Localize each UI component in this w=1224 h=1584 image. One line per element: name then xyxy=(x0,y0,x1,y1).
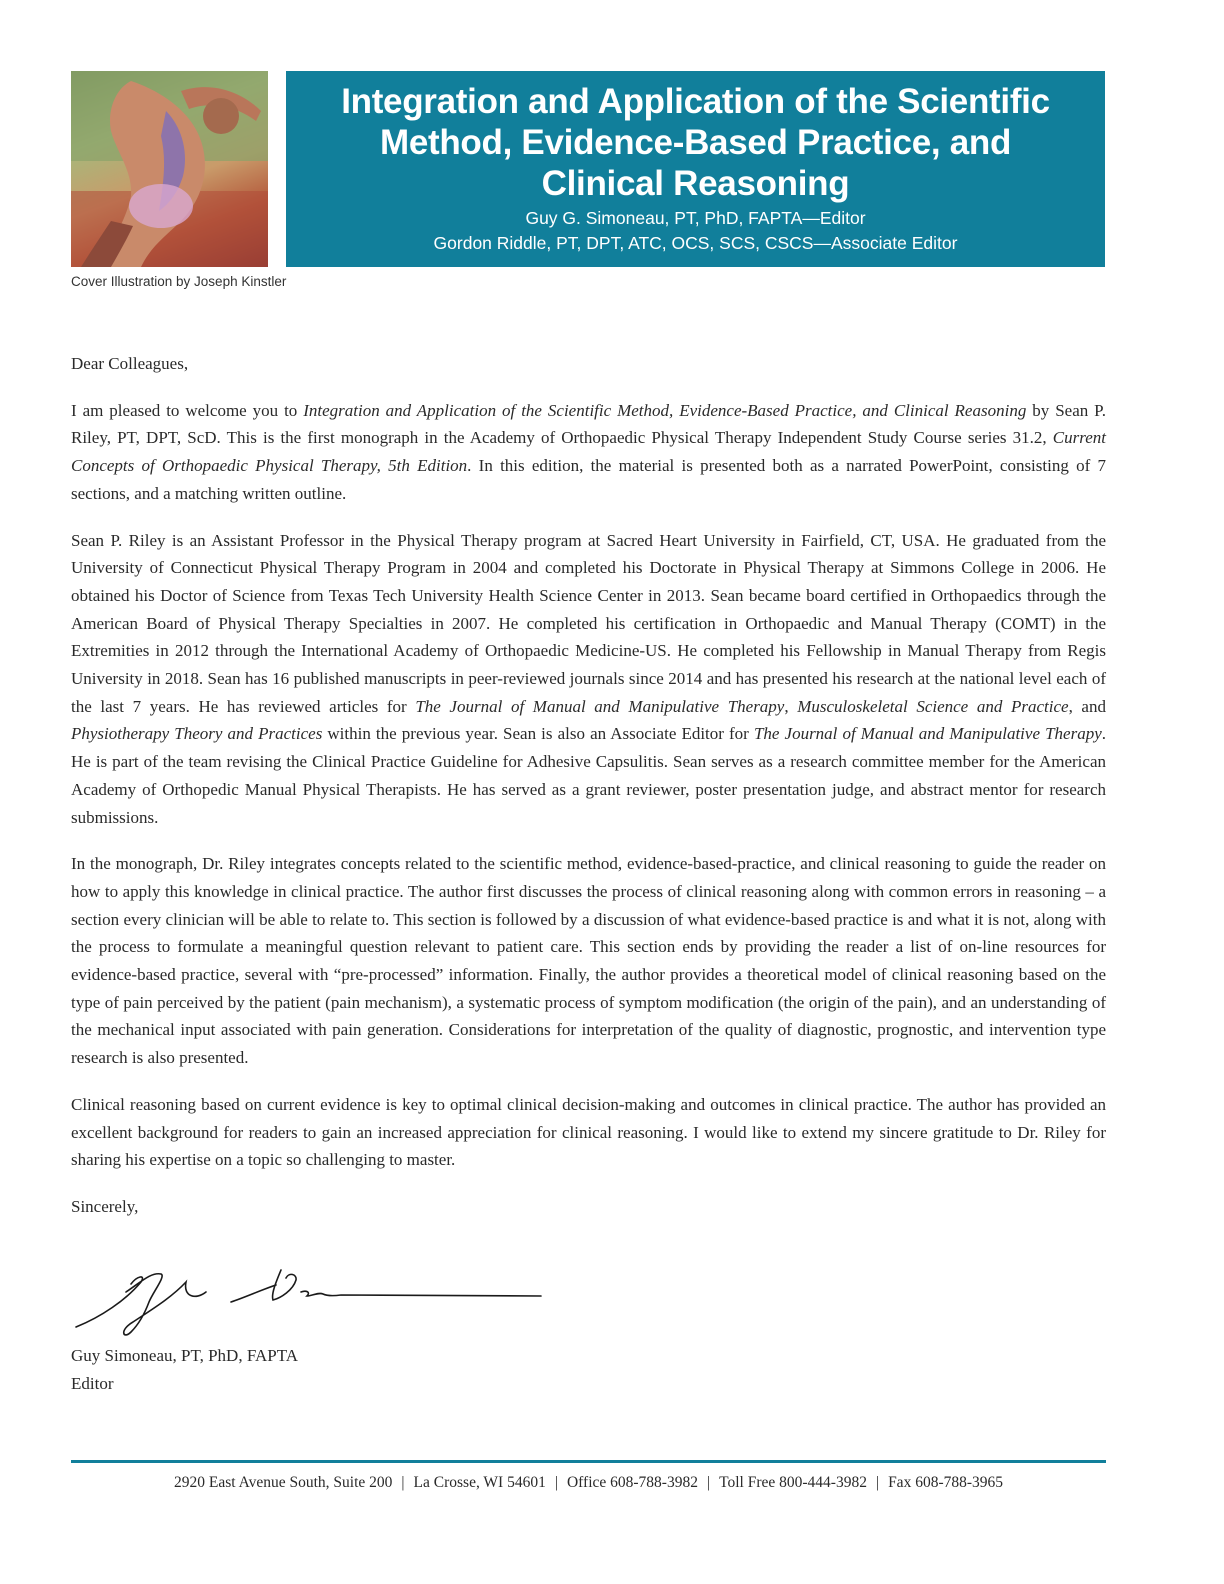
text-run: by Sean P. Riley, PT, DPT, ScD. This is the first monograph in the Academy of Orthopaedic Physical Therapy Independent Study Course series 31.2, xyxy=(71,400,1106,448)
footer-separator: | xyxy=(875,1474,880,1491)
footer-address: 2920 East Avenue South, Suite 200 xyxy=(173,1474,393,1491)
paragraph-monograph-summary: In the monograph, Dr. Riley integrates concepts related to the scientific method, evidence-based-practice, and clinical reasoning to guide the reader on how to apply this knowledge in clinical practice. The author first discusses the process of clinical reasoning along with common errors in reasoning – a section every clinician will be able to relate to. This section is followed by a discussion of what evidence-based practice is and what it is not, along with the process to formulate a meaningful question relevant to patient care. This section ends by providing the reader a list of on-line resources for evidence-based practice, several with “pre-processed” information. Finally, the author provides a theoretical model of clinical reasoning based on the type of pain perceived by the patient (pain mechanism), a systematic process of symptom modification (the origin of the pain), and an understanding of the mechanical input associated with pain generation. Considerations for interpretation of the quality of diagnostic, prognostic, and intervention type research is also presented. xyxy=(71,854,1106,1068)
text-run: I am pleased to welcome you to xyxy=(71,400,304,420)
text-run: , and xyxy=(1068,696,1106,716)
footer-contact xyxy=(71,1474,1106,1492)
footer-office-phone: Office 608-788-3982 xyxy=(566,1474,698,1491)
series-title-italic: Current Concepts of Orthopaedic Physical Therapy, 5th Edition xyxy=(71,428,1106,476)
closing: Sincerely, xyxy=(71,1196,139,1216)
footer-separator: | xyxy=(706,1474,711,1491)
greeting: Dear Colleagues, xyxy=(71,354,189,373)
signer-block xyxy=(71,1342,298,1398)
runner-illustration xyxy=(71,71,268,267)
footer-city: La Crosse, WI 54601 xyxy=(413,1474,546,1491)
title-banner xyxy=(286,71,1105,267)
letter-body xyxy=(71,350,1106,1240)
editor-credit: Guy G. Simoneau, PT, PhD, FAPTA—Editor xyxy=(525,208,866,228)
text-run: . He is part of the team revising the Clinical Practice Guideline for Adhesive Capsulitis. Sean serves as a research committee member for the American Academy of Orthopedic Manual Physical Therapists. He has served as a grant reviewer, poster presentation judge, and abstract mentor for research submissions. xyxy=(71,724,1106,827)
footer-separator: | xyxy=(401,1474,405,1491)
handwritten-signature xyxy=(71,1252,551,1342)
monograph-title: Integration and Application of the Scientific Method, Evidence-Based Practice, and Clinical Reasoning xyxy=(341,82,1050,203)
cover-illustration xyxy=(71,71,268,267)
text-run: , xyxy=(784,696,798,716)
footer-tollfree-phone: Toll Free 800-444-3982 xyxy=(719,1474,867,1491)
journal-title-italic: Musculoskeletal Science and Practice xyxy=(797,696,1069,716)
text-run: within the previous year. Sean is also an Associate Editor for xyxy=(322,724,754,744)
text-run: Sean P. Riley is an Assistant Professor in the Physical Therapy program at Sacred Heart University in Fairfield, CT, USA. He graduated from the University of Connecticut Physical Therapy Program in 2004 and completed his Doctorate in Physical Therapy at Simmons College in 2006. He obtained his Doctor of Science from Texas Tech University Health Science Center in 2013. Sean became board certified in Orthopaedics through the American Board of Physical Therapy Specialties in 2007. He completed his certification in Orthopaedic and Manual Therapy (COMT) in the Extremities in 2012 through the International Academy of Orthopaedic Medicine-US. He completed his Fellowship in Manual Therapy from Regis University in 2018. Sean has 16 published manuscripts in peer-reviewed journals since 2014 and has presented his research at the national level each of the last 7 years. He has reviewed articles for xyxy=(71,530,1106,716)
text-run: . In this edition, the material is presented both as a narrated PowerPoint, consisting of 7 sections, and a matching written outline. xyxy=(71,456,1106,503)
journal-title-italic: The Journal of Manual and Manipulative Therapy xyxy=(753,724,1102,744)
cover-credit: Cover Illustration by Joseph Kinstler xyxy=(71,274,287,289)
signer-role: Editor xyxy=(71,1374,114,1393)
paragraph-intro xyxy=(71,397,1106,508)
footer-fax: Fax 608-788-3965 xyxy=(888,1474,1004,1491)
journal-title-italic: The Journal of Manual and Manipulative Therapy xyxy=(415,696,785,716)
footer-divider xyxy=(71,1460,1106,1463)
journal-title-italic: Physiotherapy Theory and Practices xyxy=(71,724,323,744)
signer-name: Guy Simoneau, PT, PhD, FAPTA xyxy=(71,1346,299,1365)
footer-separator: | xyxy=(554,1474,558,1491)
paragraph-author-bio xyxy=(71,527,1106,832)
associate-editor-credit: Gordon Riddle, PT, DPT, ATC, OCS, SCS, CSCS—Associate Editor xyxy=(433,233,958,253)
monograph-title-italic: Integration and Application of the Scientific Method, Evidence-Based Practice, and Clinical Reasoning xyxy=(303,400,1027,420)
paragraph-conclusion: Clinical reasoning based on current evidence is key to optimal clinical decision-making and outcomes in clinical practice. The author has provided an excellent background for readers to gain an increased appreciation for clinical reasoning. I would like to extend my sincere gratitude to Dr. Riley for sharing his expertise on a topic so challenging to master. xyxy=(71,1094,1106,1170)
